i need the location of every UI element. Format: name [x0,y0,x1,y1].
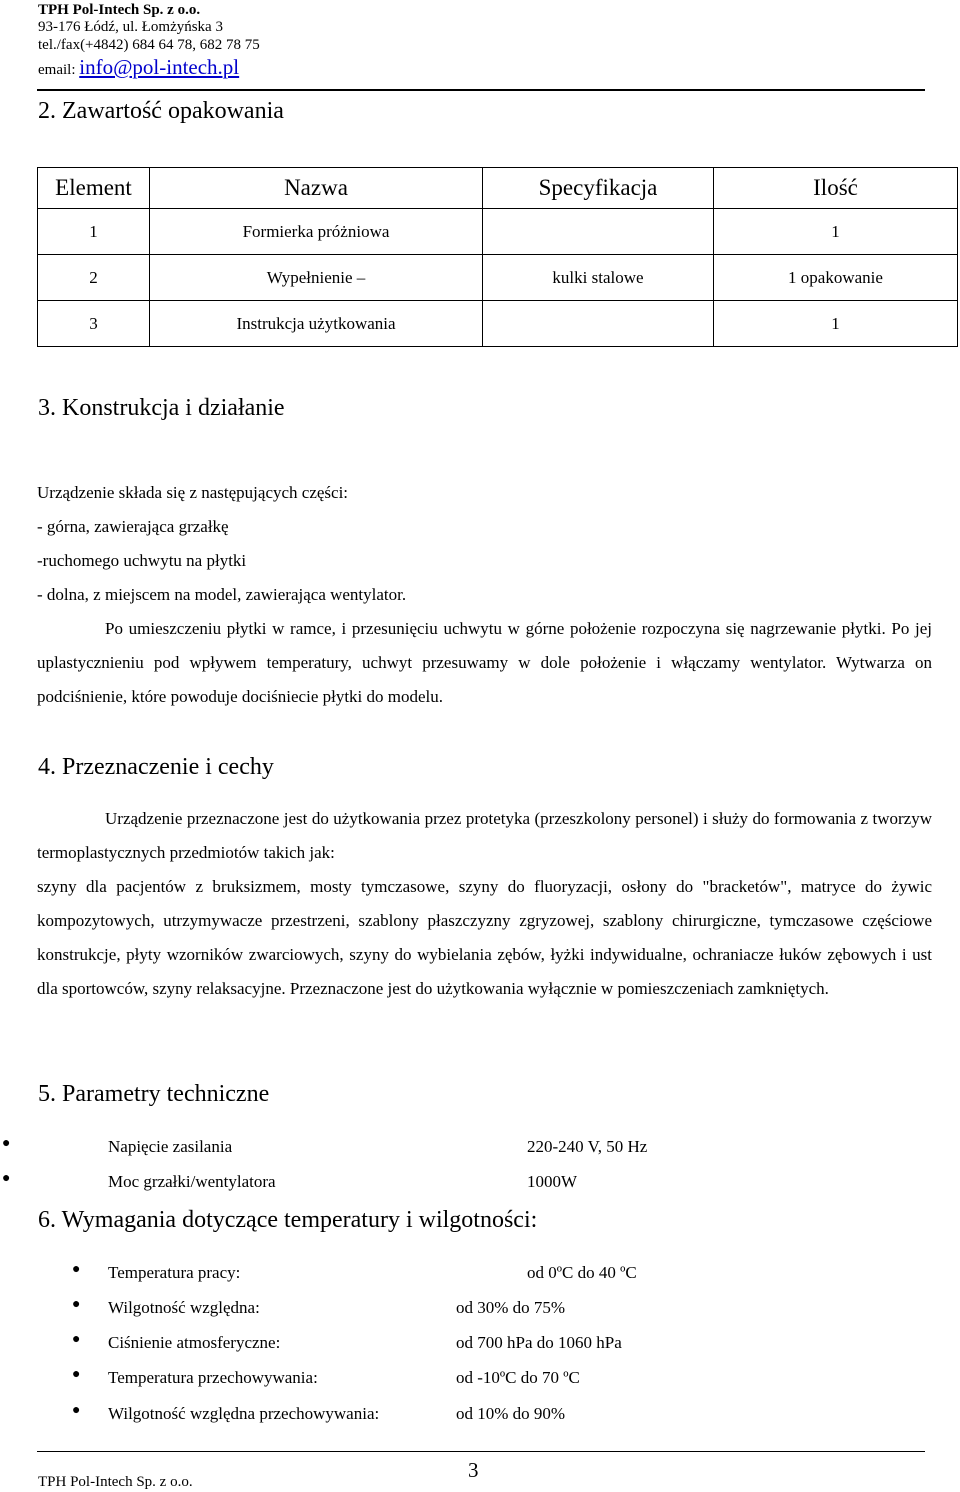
table-header-row [38,168,958,209]
header-address: 93-176 Łódź, ul. Łomżyńska 3 [38,19,223,35]
contents-table [37,167,958,347]
header-company: TPH Pol-Intech Sp. z o.o. [38,2,201,18]
table-cell: Instrukcja użytkowania [150,301,483,347]
header-email-line [38,55,239,80]
construction-line: - dolna, z miejscem na model, zawierająca wentylator. [37,585,407,604]
header-email-link[interactable]: info@pol-intech.pl [79,55,240,79]
footer-divider [37,1451,925,1452]
env-value: od -10ºC do 70 ºC [456,1368,580,1387]
table-cell [483,301,714,347]
section-title-environment: 6. Wymagania dotyczące temperatury i wilgotności: [38,1207,538,1233]
purpose-paragraph: Urządzenie przeznaczone jest do użytkowania przez protetyka (przeszkolony personel) i służy do formowania z tworzyw termoplastycznych przedmiotów takich jak: [37,809,932,862]
table-cell: Wypełnienie – [150,255,483,301]
spec-value: 1000W [527,1172,578,1191]
bullet-icon: ● [2,1171,11,1186]
env-value: od 700 hPa do 1060 hPa [456,1333,622,1352]
section-title-construction: 3. Konstrukcja i działanie [38,395,285,421]
bullet-icon: ● [72,1403,81,1418]
section-title-technical: 5. Parametry techniczne [38,1081,270,1107]
bullet-icon: ● [72,1297,81,1312]
construction-line: - górna, zawierająca grzałkę [37,517,229,536]
bullet-icon: ● [72,1332,81,1347]
table-cell: 1 opakowanie [714,255,958,301]
spec-label: Napięcie zasilania [108,1137,233,1156]
table-cell: Formierka próżniowa [150,209,483,255]
table-row [38,301,958,347]
spec-value: 220-240 V, 50 Hz [527,1137,648,1156]
table-cell: kulki stalowe [483,255,714,301]
header-email-label: email: [38,62,76,78]
table-row [38,209,958,255]
section-title-contents: 2. Zawartość opakowania [38,98,284,124]
spec-label: Moc grzałki/wentylatora [108,1172,276,1191]
bullet-icon: ● [72,1262,81,1277]
table-cell: 2 [38,255,150,301]
footer-company: TPH Pol-Intech Sp. z o.o. [38,1474,193,1490]
env-label: Wilgotność względna: [108,1298,260,1317]
env-label: Wilgotność względna przechowywania: [108,1404,380,1423]
env-value: od 10% do 90% [456,1404,566,1423]
env-label: Temperatura przechowywania: [108,1368,318,1387]
construction-line: Urządzenie składa się z następujących części: [37,483,349,502]
env-value: od 30% do 75% [456,1298,566,1317]
table-header-name: Nazwa [150,168,483,209]
table-header-qty: Ilość [714,168,958,209]
table-cell: 1 [38,209,150,255]
construction-paragraph: Po umieszczeniu płytki w ramce, i przesunięciu uchwytu w górne położenie rozpoczyna się nagrzewanie płytki. Po jej uplastycznieniu pod wpływem temperatury, uchwyt przesuwamy w dole położenie i włączamy wentylator. Wytwarza on podciśnienie, które powoduje dociśniecie płytki do modelu. [37,619,932,706]
header-divider [37,89,925,91]
header-phone: tel./fax(+4842) 684 64 78, 682 78 75 [38,37,260,53]
table-cell: 1 [714,301,958,347]
env-value: od 0ºC do 40 ºC [527,1263,637,1282]
table-cell: 1 [714,209,958,255]
table-row [38,255,958,301]
bullet-icon: ● [72,1367,81,1382]
table-cell [483,209,714,255]
table-cell: 3 [38,301,150,347]
section-title-purpose: 4. Przeznaczenie i cechy [38,754,274,780]
purpose-applications: szyny dla pacjentów z bruksizmem, mosty tymczasowe, szyny do fluoryzacji, osłony do "bracketów", matryce do żywic kompozytowych, utrzymywacze przestrzeni, szablony płaszczyzny zgryzowej, szablony chirurgiczne, tymczasowe częściowe konstrukcje, płyty wzorników zwarciowych, szyny do wybielania zębów, łyżki indywidualne, ochraniacze łuków zębowych i ust dla sportowców, szyny relaksacyjne. Przeznaczone jest do użytkowania wyłącznie w pomieszczeniach zamkniętych. [37,877,932,998]
env-label: Ciśnienie atmosferyczne: [108,1333,281,1352]
construction-line: -ruchomego uchwytu na płytki [37,551,247,570]
table-header-element: Element [38,168,150,209]
bullet-icon: ● [2,1136,11,1151]
page-number: 3 [468,1458,479,1482]
env-label: Temperatura pracy: [108,1263,241,1282]
table-header-spec: Specyfikacja [483,168,714,209]
